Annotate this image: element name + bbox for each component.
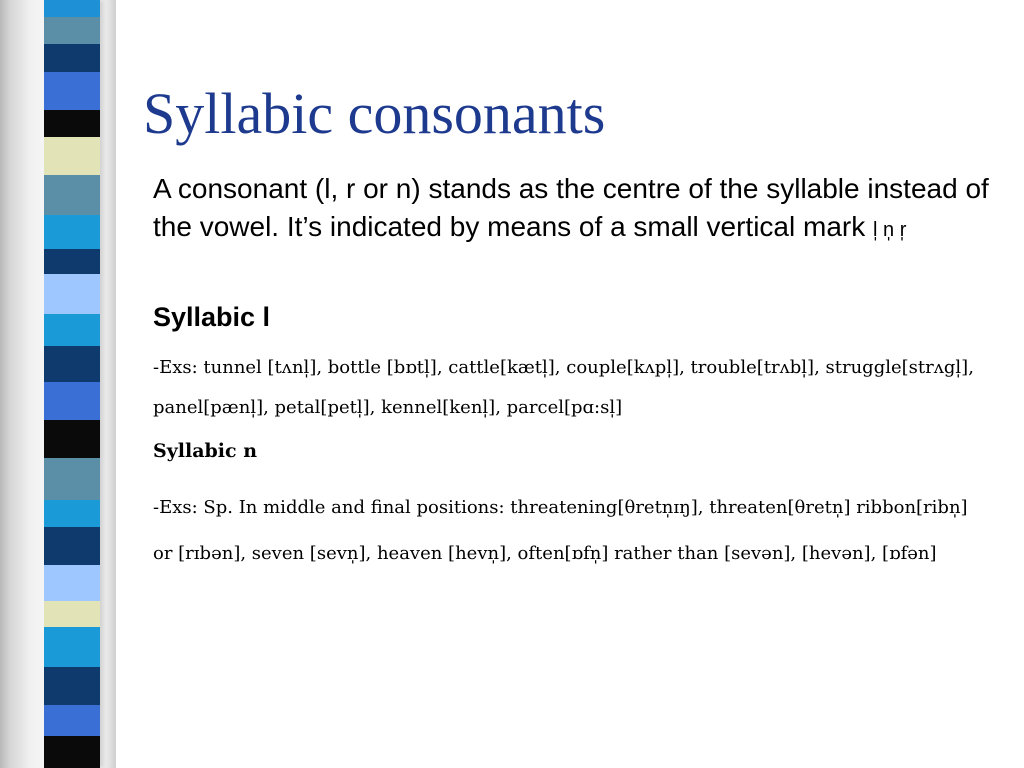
stripe-segment [44, 215, 100, 249]
syllabic-l-examples: -Exs: tunnel [tʌnl̩], bottle [bɒtl̩], cattle[kætl̩], couple[kʌpl̩], trouble[trʌbl̩], struggle[strʌgl̩], panel[pænl̩], petal[petl̩], kennel[kenl̩], parcel[pɑ:sl̩] [153, 357, 974, 418]
stripe-segment [44, 175, 100, 215]
stripe-segment [44, 382, 100, 420]
stripe-segment [44, 527, 100, 565]
stripe-segment [44, 500, 100, 527]
intro-text: A consonant (l, r or n) stands as the centre of the syllable instead of the vowel. It’s indicated by means of a small vertical mark [153, 173, 989, 242]
stripe-segment [44, 601, 100, 628]
slide-title: Syllabic consonants [143, 81, 606, 146]
decorative-stripe [44, 0, 100, 768]
stripe-segment [44, 627, 100, 667]
syllabic-marks: l̩ n̩ r̩ [873, 219, 907, 241]
stripe-segment [44, 705, 100, 735]
stripe-segment [44, 420, 100, 458]
syllabic-l-heading: Syllabic l [153, 302, 271, 332]
stripe-segment [44, 274, 100, 314]
stripe-segment [44, 44, 100, 73]
intro-paragraph [153, 170, 1003, 249]
stripe-segment [44, 667, 100, 705]
stripe-segment [44, 110, 100, 137]
stripe-segment [44, 565, 100, 601]
left-decorative-bar [0, 0, 116, 768]
stripe-segment [44, 346, 100, 382]
syllabic-n-examples: -Exs: Sp. In middle and final positions: threatening[θretn̩ɪŋ], threaten[θretn̩] ribbon[ribn̩] or [rɪbən], seven [sevn̩], heaven [hevn̩], often[ɒfn̩] rather than [sevən], [hevən], [ɒfən] [153, 497, 968, 564]
stripe-segment [44, 72, 100, 110]
stripe-segment [44, 0, 100, 17]
stripe-segment [44, 458, 100, 500]
stripe-segment [44, 314, 100, 346]
stripe-segment [44, 17, 100, 44]
stripe-segment [44, 137, 100, 175]
stripe-segment [44, 249, 100, 274]
stripe-segment [44, 736, 100, 768]
syllabic-n-heading: Syllabic n [153, 440, 258, 462]
